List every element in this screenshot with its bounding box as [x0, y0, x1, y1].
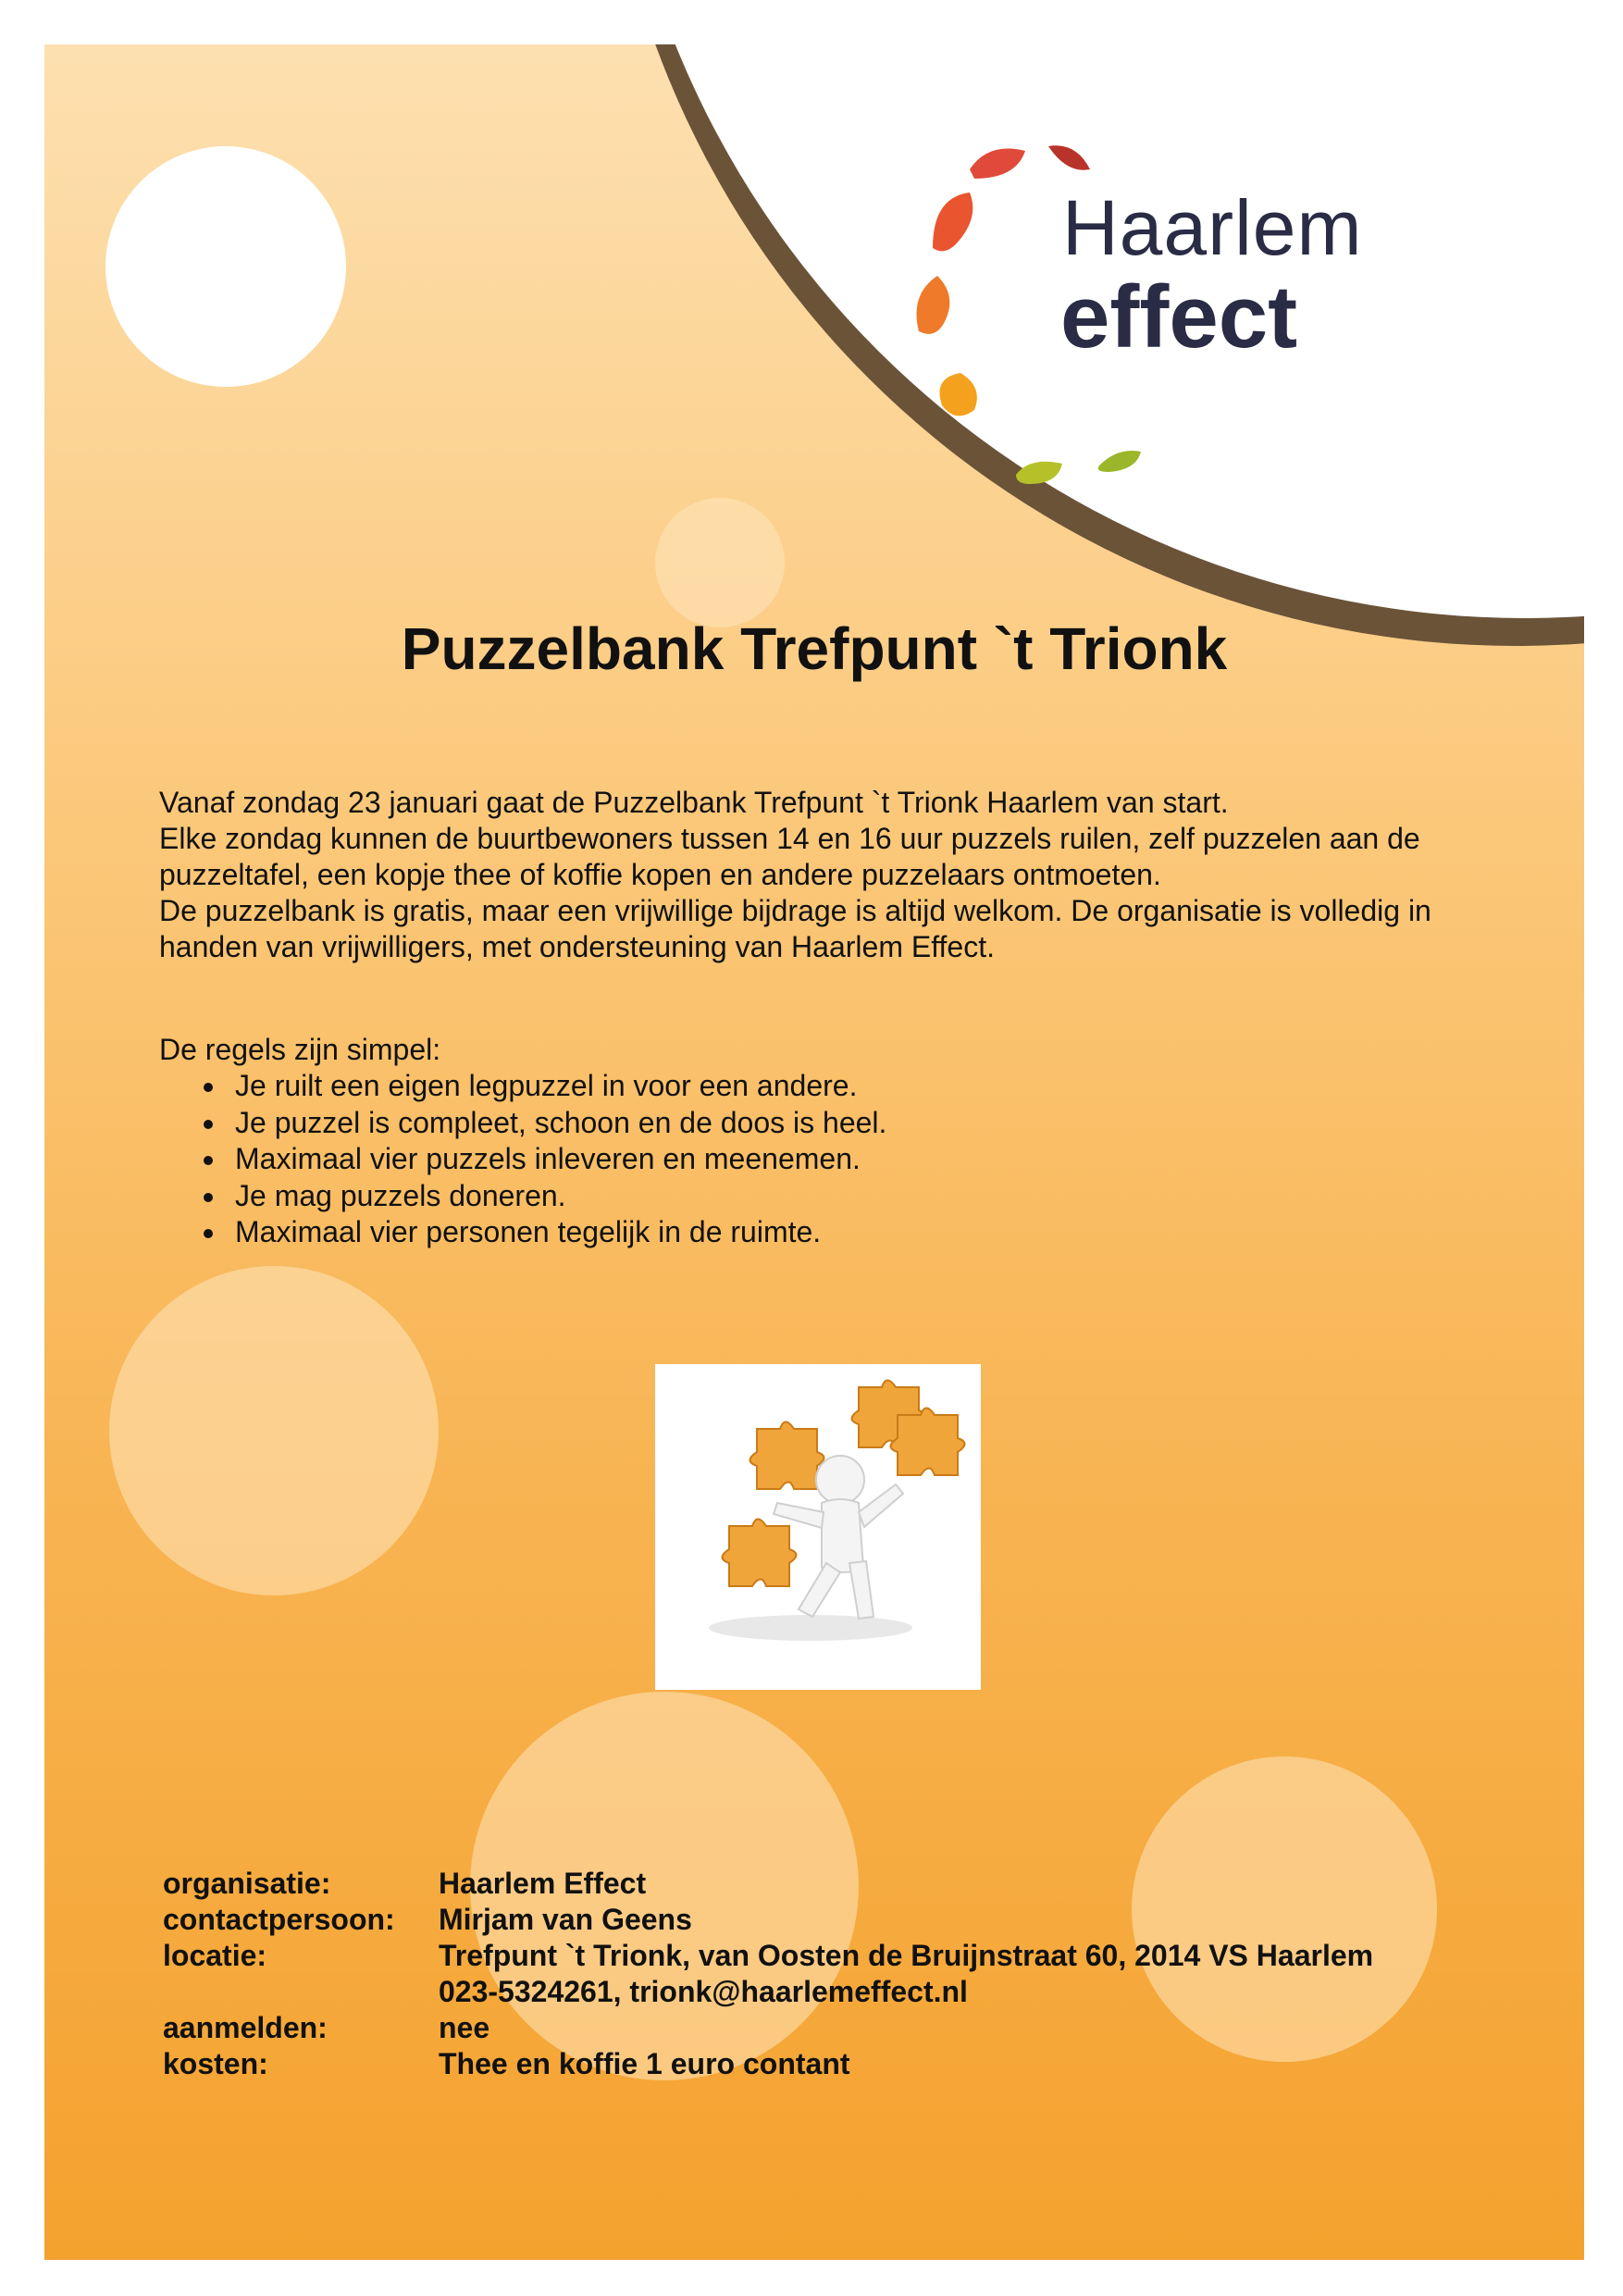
info-label: kosten: — [163, 2047, 268, 2080]
info-row-contact — [163, 1902, 1373, 1938]
info-label: contactpersoon: — [163, 1903, 395, 1936]
intro-line-3: De puzzelbank is gratis, maar een vrijwillige bijdrage is altijd welkom. De organisatie is volledig in handen van vrijwilligers, met ondersteuning van Haarlem Effect. — [159, 894, 1431, 963]
rule-item: • Je puzzel is compleet, schoon en de doos is heel. — [228, 1105, 1523, 1142]
bubble-small — [655, 498, 785, 627]
rule-item: • Je ruilt een eigen legpuzzel in voor een andere. — [228, 1068, 1523, 1105]
info-row-locatie-2 — [163, 1974, 1373, 2010]
logo-text-effect: effect — [1060, 267, 1298, 366]
rules-heading: De regels zijn simpel: — [159, 1033, 441, 1066]
white-circle — [105, 146, 346, 387]
rules-list — [181, 1068, 1523, 1251]
info-label: organisatie: — [163, 1867, 331, 1900]
page-title: Puzzelbank Trefpunt `t Trionk — [401, 615, 1228, 682]
info-row-kosten — [163, 2046, 1373, 2082]
logo-text-haarlem: Haarlem — [1062, 184, 1363, 271]
rule-item: • Maximaal vier personen tegelijk in de ruimte. — [228, 1214, 1523, 1251]
info-row-aanmelden — [163, 2010, 1373, 2046]
rule-item: • Maximaal vier puzzels inleveren en meenemen. — [228, 1141, 1523, 1178]
info-value: Mirjam van Geens — [439, 1903, 692, 1936]
info-value: Trefpunt `t Trionk, van Oosten de Bruijnstraat 60, 2014 VS Haarlem — [439, 1939, 1374, 1972]
info-value: nee — [439, 2011, 490, 2044]
intro-line-1: Vanaf zondag 23 januari gaat de Puzzelbank Trefpunt `t Trionk Haarlem van start. — [159, 786, 1229, 819]
intro-line-2: Elke zondag kunnen de buurtbewoners tussen 14 en 16 uur puzzels ruilen, zelf puzzelen aan de puzzeltafel, een kopje thee of koffie kopen en andere puzzelaars ontmoeten. — [159, 822, 1420, 891]
info-value: Thee en koffie 1 euro contant — [439, 2047, 850, 2080]
intro-text — [159, 785, 1519, 965]
info-row-organisatie — [163, 1866, 1373, 1902]
bubble-left — [109, 1266, 439, 1595]
puzzle-person-image — [655, 1364, 981, 1690]
info-block — [163, 1866, 1373, 2082]
info-value: 023-5324261, trionk@haarlemeffect.nl — [439, 1975, 968, 2008]
info-row-locatie — [163, 1938, 1373, 1974]
info-value: Haarlem Effect — [439, 1867, 647, 1900]
rule-item: • Je mag puzzels doneren. — [228, 1178, 1523, 1215]
puzzle-person-icon — [655, 1364, 981, 1690]
poster — [44, 44, 1584, 2260]
info-label: locatie: — [163, 1939, 267, 1972]
info-label-empty — [163, 1974, 439, 2010]
info-label: aanmelden: — [163, 2011, 328, 2044]
